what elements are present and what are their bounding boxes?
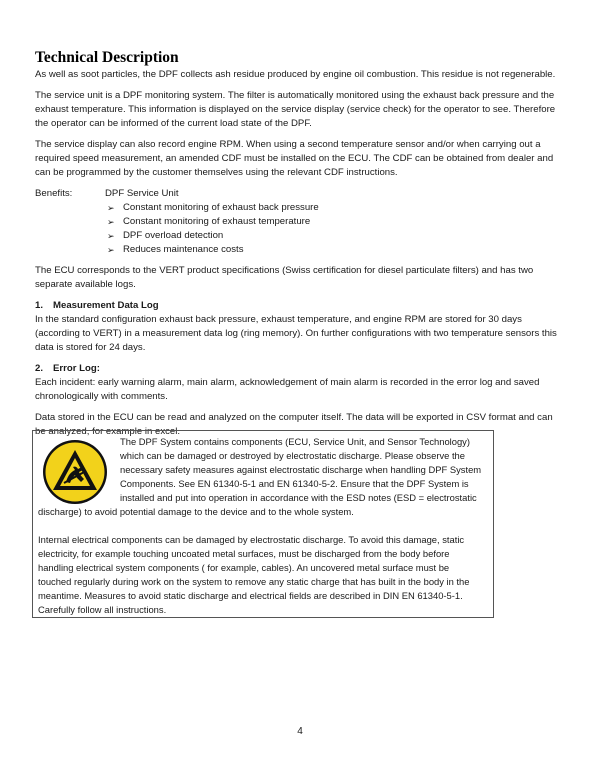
page-number: 4	[297, 726, 303, 737]
paragraph-service-display: The service display can also record engine RPM. When using a second temperature sensor and/or when carrying out a required speed measurement, an amended CDF must be installed on the ECU. The CDF can be obtained from dealer and can be programmed by the customer themselves using the relevant CDF instructions.	[35, 139, 554, 178]
esd-instructions-text: Internal electrical components can be damaged by electrostatic discharge. To avoid this damage, static electricity, for example touching uncoated metal surfaces, must be discharged from the body before handling electrical system components ( for example, cables). An uncovered metal surface must be touched regularly during work on the system to remove any static charge that has built in the body in the meantime. Measures to avoid static discharge and electrical fields are described in DIN EN 61340-5-1. Carefully follow all instructions.	[38, 534, 470, 615]
arrow-bullet-icon: ➢	[107, 217, 115, 227]
esd-warning-box	[32, 430, 494, 618]
benefits-list	[105, 187, 565, 257]
benefits-label: Benefits:	[35, 188, 73, 199]
section-heading-error-log: 2. Error Log:	[35, 363, 100, 374]
esd-warning-text: The DPF System contains components (ECU, Service Unit, and Sensor Technology) which can be damaged or destroyed by electrostatic discharge. Please observe the necessary safety measures against electrostatic discharge when handling DPF System Components. See EN 61340-5-1 and EN 61340-5-2. Ensure that the DPF System is installed and put into operation in accordance with the ESD notes (ESD = electrostatic discharge) to avoid potential damage to the device and to the whole system.	[38, 436, 482, 517]
arrow-bullet-icon: ➢	[107, 245, 115, 255]
section-heading-measurement-log: 1. Measurement Data Log	[35, 300, 159, 311]
list-item: ➢ DPF overload detection	[107, 230, 224, 241]
paragraph-measurement-log: In the standard configuration exhaust back pressure, exhaust temperature, and engine RPM are stored for 30 days (according to VERT) in a measurement data log (ring memory). On further configurations with two temperature sensors this data is stored for 24 days.	[35, 314, 557, 353]
benefits-heading: DPF Service Unit	[105, 188, 179, 199]
benefits-block	[35, 187, 565, 257]
page-title: Technical Description	[35, 49, 179, 66]
paragraph-data-export: Data stored in the ECU can be read and analyzed on the computer itself. The data will be exported in CSV format and can be analyzed, for example in excel.	[35, 412, 553, 437]
document-body	[35, 48, 565, 446]
paragraph-ecu-vert: The ECU corresponds to the VERT product specifications (Swiss certification for diesel particulate filters) and has two separate available logs.	[35, 265, 534, 290]
arrow-bullet-icon: ➢	[107, 231, 115, 241]
paragraph-ash-residue: As well as soot particles, the DPF collects ash residue produced by engine oil combustion. This residue is not regenerable.	[35, 69, 556, 80]
list-item: ➢ Reduces maintenance costs	[107, 244, 244, 255]
arrow-bullet-icon: ➢	[107, 203, 115, 213]
list-item: ➢ Constant monitoring of exhaust temperature	[107, 216, 311, 227]
esd-warning-icon	[42, 439, 108, 505]
paragraph-service-unit: The service unit is a DPF monitoring system. The filter is automatically monitored using the exhaust back pressure and the exhaust temperature. This information is displayed on the service display (service check) for the operator to see. Therefore the operator can be informed of the current load state of the DPF.	[35, 90, 556, 129]
paragraph-error-log: Each incident: early warning alarm, main alarm, acknowledgement of main alarm is recorded in the error log and saved chronologically with comments.	[35, 377, 540, 402]
list-item: ➢ Constant monitoring of exhaust back pressure	[107, 202, 319, 213]
